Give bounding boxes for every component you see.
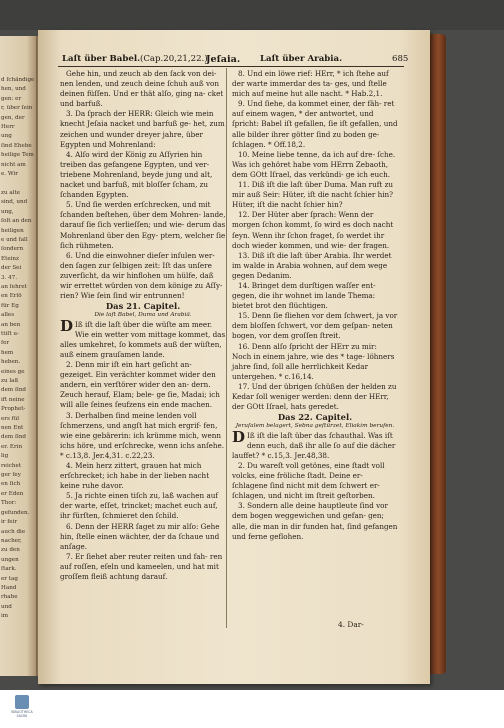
verse-paragraph: 4. Alſo wird der König zu Aſſyrien hin treiben das gefangene Egypten, und ver- triebene Mohrenland, beyde jung und alt, nacket und barfuß, mit bloſſer ſcham, zu ſchanden Egypten. — [60, 149, 213, 200]
left-page-fragment: ger ſey — [1, 472, 21, 479]
verse-paragraph: 14. Bringet dem durſtigen waſſer ent- gegen, die ihr wohnet im lande Thema: bietet brot den flüchtigen. — [232, 280, 376, 311]
verse-paragraph-initial — [232, 427, 398, 461]
left-page-fragment: an ben — [1, 321, 21, 328]
column-divider — [226, 68, 227, 628]
verse-paragraph: Gehe hin, und zeuch ab den ſack von dei- nen lenden, und zeuch deine ſchuh auß von deinen füſſen. Und er thät alſo, ging na- cket und barfuß. — [60, 69, 224, 109]
drop-cap: D — [232, 427, 246, 446]
verse-paragraph: 8. Und ein löwe rief: HErr, * ich ſtehe auf der warte immerdar des ta- ges, und ſtelle mich auf meine hut alle nacht. * Hab.2,1. — [232, 69, 389, 99]
left-page-fragment: im — [1, 613, 9, 620]
left-page-fragment: nacher, — [1, 537, 22, 544]
verse-paragraph: 6. Und die einwohner dieſer inſulen wer- den ſagen zur ſelbigen zeit: Iſt das unſere zuverſicht, da wir hinflohen um hülfe, daß wir errettet würden von dem könige zu Aſſy- rien? Wie ſein ſind wir entrunnen! — [60, 250, 223, 301]
left-page-fragment: gen: er — [1, 95, 22, 102]
left-page-fragment: Thor: — [1, 500, 17, 507]
running-head-chapters: (Cap.20,21,22.) — [140, 54, 208, 64]
verse-paragraph: 16. Denn alſo ſpricht der HErr zu mir: Noch in einem jahre, wie des * tage- löhners jahre ſind, ſoll alle herrlichkeit Kedar untergehen. * c.16,14. — [232, 341, 395, 381]
left-page-fragment: rhabe — [1, 594, 18, 601]
left-page-fragment: auch die — [1, 528, 26, 535]
left-page-fragment: Prophet- — [1, 406, 26, 413]
left-page-fragment: hen, und — [1, 86, 26, 93]
left-page-fragment: heiligen — [1, 227, 24, 234]
verse-text: Iß iſt die laſt über die wüſte am meer. Wie ein wetter vom mittage kommet, das alles umkehret, ſo kommets auß der wüſten, auß einem grauſamen lande. — [60, 319, 226, 359]
drop-cap: D — [60, 316, 74, 335]
left-page-fragment: zu laß — [1, 378, 19, 384]
left-page-fragment: er. Erin — [1, 443, 23, 450]
library-logo — [6, 695, 38, 725]
left-page-fragment: reichet — [1, 462, 22, 469]
book-cover — [428, 34, 446, 674]
left-page-fragment: an ſehret — [1, 283, 27, 290]
verse-paragraph: 10. Meine liebe tenne, da ich auf dre- ſche. Was ich gehöret habe vom HErrn Zebaoth, dem GOtt Iſrael, das verkündi- ge ich euch. — [232, 149, 396, 179]
left-page-fragment: e. Wir — [1, 171, 18, 178]
running-head-left: Laſt über Babel. — [62, 54, 141, 64]
verse-paragraph-initial — [60, 316, 226, 360]
verse-paragraph: 17. Und der übrigen ſchüßen der helden zu Kedar ſoll weniger werden: denn der HErr, der GOtt Iſrael, hats geredet. — [232, 381, 397, 412]
left-page-fragment: zu den — [1, 547, 20, 554]
verse-paragraph: 6. Denn der HERR ſaget zu mir alſo: Gehe hin, ſtelle einen wächter, der da ſchaue und anſage. — [60, 521, 220, 551]
left-page-fragment: d ſchändige — [1, 77, 35, 83]
left-page-fragment: gen, der — [1, 114, 25, 121]
page-number: 685 — [392, 54, 409, 64]
verse-paragraph: 2. Du wareſt voll getönes, eine ſtadt voll volcks, eine fröliche ſtadt. Deine er- ſchlagene ſind nicht mit dem ſchwert er- ſchlagen, und nicht im ſtreit geſtorben. — [232, 460, 385, 501]
left-page-fragment: für Eg — [1, 302, 19, 309]
left-page-fragment: e und fall — [1, 236, 28, 243]
left-page-fragment: nicht am — [1, 161, 26, 168]
left-page-fragment: 3. 47. — [1, 274, 18, 281]
left-page-fragment: er tag — [1, 575, 18, 582]
left-page-fragment: ſtark. — [1, 566, 17, 573]
left-page-fragment: en Erlö — [1, 293, 22, 300]
left-page-fragment: ers fül — [1, 415, 20, 422]
left-page-fragment: heilige Tem — [1, 152, 34, 159]
left-page-fragment: Hand — [1, 584, 17, 591]
verse-paragraph: 13. Diß iſt die laſt über Arabia. Ihr werdet im walde in Arabia wohnen, auf dem wege gegen Dedanim. — [232, 250, 392, 280]
verse-paragraph: 9. Und ſiehe, da kommet einer, der fäh- ret auf einem wagen, * der antwortet, und ſpricht: Babel iſt gefallen, ſie iſt gefallen, und alle bilder ihrer götter ſind zu boden ge- ſchlagen. * Off.18,2. — [232, 99, 398, 149]
left-page-fragment: ift neine — [1, 396, 25, 403]
verse-paragraph: 4. Mein herz zittert, grauen hat mich erſchrecket; ich habe in der lieben nacht keine ruhe davor. — [60, 460, 210, 491]
left-page-fragment: nen Ent — [1, 425, 24, 432]
chapter-summary: Jeruſalem belagert, Sebna geſtürzet, Eliakim berufen. — [235, 423, 395, 430]
verse-text: Iß iſt die laſt über das ſchauthal. Was iſt denn euch, daß ihr alle ſo auf die dächer lauffet? * c.15,3. Jer.48,38. — [232, 430, 396, 460]
right-text-column — [232, 69, 398, 542]
verse-paragraph: 12. Der Hüter aber ſprach: Wenn der morgen ſchon kommt, ſo wird es doch nacht ſeyn. Wenn ihr ſchon fraget, ſo werdet ihr doch wieder kommen, und wie- der fragen. — [232, 210, 394, 250]
left-page-fragment: Herr — [1, 124, 15, 131]
catchword: 4. Dar- — [338, 620, 364, 629]
left-page-fragment: ung — [1, 133, 12, 140]
left-facing-page — [0, 36, 38, 676]
left-page-fragment: Eteinz — [1, 255, 19, 262]
left-page-fragment: ſind Ehebe — [1, 142, 32, 149]
verse-paragraph: 5. Und ſie werden erſchrecken, und mit ſchanden beſtehen, über dem Mohren- lande, darauf ſie ſich verlieſſen; und wie- derum das Mohrenland über den Egy- ptern, welcher ſie ſich rühmeten. — [60, 200, 226, 250]
left-page-fragment: der Sei — [1, 265, 22, 272]
left-page-fragment: alles — [1, 312, 15, 319]
left-page-fragment: ir feir — [1, 519, 18, 526]
left-page-fragment — [1, 179, 35, 188]
left-text-column — [60, 69, 226, 582]
left-page-fragment: en ſich — [1, 481, 21, 488]
left-page-fragment: dem ſind — [1, 434, 27, 441]
chapter-summary: Die laſt Babel, Duma und Arabiä. — [94, 312, 192, 319]
background-bottom — [0, 690, 504, 728]
left-page-fragment: ungen — [1, 556, 19, 563]
background-top — [0, 0, 504, 30]
left-page-fragment: heben. — [1, 359, 21, 366]
left-page-fragment: zu alte — [1, 189, 21, 196]
left-page-fragment: fer — [1, 340, 10, 347]
chapter-title: Das 21. Capitel. — [105, 301, 181, 312]
left-page-fragment: ſolt an den — [1, 218, 32, 225]
header-rule — [58, 66, 404, 67]
left-page-fragment: hem — [1, 349, 14, 356]
running-head-right: Laſt über Arabia. — [260, 54, 343, 64]
library-logo-text: BIBLIOTHECA SACRA — [11, 710, 33, 718]
verse-paragraph: 3. Derhalben ſind meine lenden voll ſchmerzens, und angſt hat mich ergrif- fen, wie eine gebärerin: ich krümme mich, wenn ichs höre, und erſchrecke, wenn ichs anſehe. * c.13,8. Jer.4,31. c.22,23. — [60, 410, 225, 460]
verse-paragraph: 5. Ja richte einen tiſch zu, laß wachen auf der warte, eſſet, trincket; machet euch auf, ihr fürſten, ſchmieret den ſchild. — [60, 491, 219, 521]
verse-paragraph: 2. Denn mir iſt ein hart geſicht an- gezeiget. Ein verächter kommet wider den andern, ein verſtörer wider den an- dern. Zeuch herauf, Elam; bele- ge ſie, Madai; ich will alle ſeines ſeufzens ein ende machen. — [60, 360, 220, 410]
verse-paragraph: 3. Da ſprach der HERR: Gleich wie mein knecht Jeſaia nacket und barfuß ge- het, zum zeichen und wunder dreyer jahre, über Egypten und Mohrenland: — [60, 109, 225, 149]
verse-paragraph: 15. Denn ſie fliehen vor dem ſchwert, ja vor dem bloſſen ſchwert, vor dem geſpan- neten bogen, vor dem groſſen ſtreit. — [232, 311, 398, 341]
left-page-fragment: er Eden — [1, 490, 24, 497]
left-page-fragment: eines ge — [1, 368, 25, 375]
verse-paragraph: 7. Er ſiehet aber reuter reiten und fah- ren auf roſſen, eſeln und kameelen, und hat mit groſſem fleiß achtung darauf. — [60, 551, 223, 581]
verse-paragraph: 11. Diß iſt die laſt über Duma. Man ruft zu mir auß Seir: Hüter, iſt die nacht ſchier hin? Hüter, iſt die nacht ſchier hin? — [232, 180, 394, 210]
library-logo-icon — [15, 695, 29, 709]
left-page-fragment: sind, und — [1, 199, 28, 206]
left-page-fragment: r, über ſein — [1, 105, 33, 112]
left-page-fragment: lig — [1, 453, 9, 460]
left-page-fragment: dem ſind — [1, 387, 27, 394]
left-page-fragment: ſondern — [1, 246, 24, 253]
left-page-fragment: gefunden. — [1, 509, 30, 516]
left-page-fragment: ung, — [1, 208, 14, 215]
chapter-title: Das 22. Capitel. — [277, 412, 353, 423]
left-page-text-fragments — [1, 76, 35, 706]
running-head-book: Jeſaia. — [206, 54, 241, 65]
left-page-fragment: und — [1, 603, 12, 610]
left-page-fragment: ttiſt u- — [1, 330, 19, 337]
verse-paragraph: 3. Sondern alle deine hauptleute ſind vor dem bogen weggewichen und gefan- gen; alle, die man in dir funden hat, ſind gefangen und ferne geflohen. — [232, 501, 398, 541]
